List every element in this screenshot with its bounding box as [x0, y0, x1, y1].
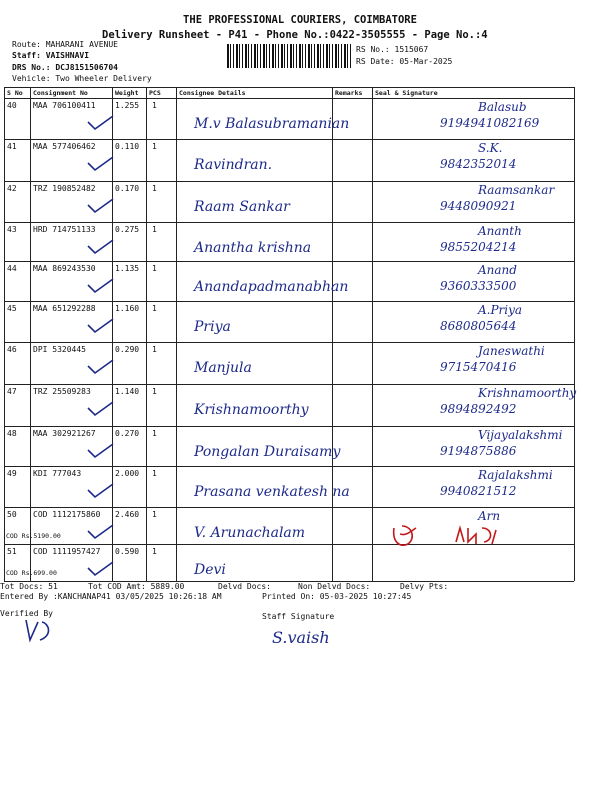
delivery-check-mark — [85, 400, 115, 418]
serial-number: 49 — [7, 469, 17, 478]
recipient-signature: Raamsankar — [478, 183, 555, 197]
weight-value: 0.275 — [115, 225, 140, 234]
delivery-check-mark — [85, 523, 115, 541]
weight-value: 1.160 — [115, 304, 140, 313]
column-header: Consignment No — [33, 89, 88, 97]
consignment-number: MAA 302921267 — [33, 429, 96, 438]
recipient-phone: 9194875886 — [440, 444, 517, 458]
consignee-name: Pongalan Duraisamy — [194, 444, 341, 460]
recipient-signature: Vijayalakshmi — [478, 428, 563, 442]
serial-number: 47 — [7, 387, 17, 396]
consignment-number: COD 1111957427 — [33, 547, 101, 556]
consignee-name: M.v Balasubramanian — [194, 116, 350, 132]
recipient-phone: 9194941082169 — [440, 116, 540, 130]
serial-number: 46 — [7, 345, 17, 354]
recipient-signature: Ananth — [478, 224, 522, 238]
consignment-number: TRZ 25509283 — [33, 387, 91, 396]
pcs-value: 1 — [152, 225, 157, 234]
pcs-value: 1 — [152, 142, 157, 151]
consignment-number: KDI 777043 — [33, 469, 82, 478]
consignee-name: V. Arunachalam — [194, 525, 306, 541]
delivery-check-mark — [85, 155, 115, 173]
delivery-check-mark — [85, 114, 115, 132]
cod-amount: COD Rs.699.00 — [6, 569, 57, 577]
weight-value: 1.135 — [115, 264, 140, 273]
consignee-name: Ravindran. — [194, 157, 273, 173]
route-label: Route: MAHARANI AVENUE — [12, 40, 118, 49]
weight-value: 0.270 — [115, 429, 140, 438]
recipient-phone: 9842352014 — [440, 157, 517, 171]
recipient-signature: Anand — [478, 263, 517, 277]
recipient-signature: Arn — [478, 509, 501, 523]
serial-number: 51 — [7, 547, 17, 556]
delivery-check-mark — [85, 277, 115, 295]
delivered-docs: Delvd Docs: — [218, 582, 271, 591]
recipient-phone: 9855204214 — [440, 240, 517, 254]
recipient-signature: A.Priya — [478, 303, 523, 317]
consignee-name: Krishnamoorthy — [194, 402, 309, 418]
serial-number: 40 — [7, 101, 17, 110]
serial-number: 41 — [7, 142, 17, 151]
weight-value: 0.110 — [115, 142, 140, 151]
delivery-points: Delvy Pts: — [400, 582, 449, 591]
recipient-phone: 9448090921 — [440, 199, 517, 213]
recipient-signature: S.K. — [478, 141, 503, 155]
vehicle-label: Vehicle: Two Wheeler Delivery — [12, 74, 152, 83]
pcs-value: 1 — [152, 429, 157, 438]
consignment-number: TRZ 190852482 — [33, 184, 96, 193]
weight-value: 2.000 — [115, 469, 140, 478]
recipient-phone: 9715470416 — [440, 360, 517, 374]
consignment-number: MAA 869243530 — [33, 264, 96, 273]
pcs-value: 1 — [152, 387, 157, 396]
serial-number: 50 — [7, 510, 17, 519]
delivery-check-mark — [85, 238, 115, 256]
cod-amount: COD Rs.5190.00 — [6, 532, 61, 540]
recipient-phone: 8680805644 — [440, 319, 517, 333]
weight-value: 1.140 — [115, 387, 140, 396]
consignee-name: Anandapadmanabhan — [194, 279, 349, 295]
verified-by-label: Verified By — [0, 609, 53, 618]
delivery-check-mark — [85, 197, 115, 215]
recipient-signature: Balasub — [478, 100, 527, 114]
consignment-number: MAA 577406462 — [33, 142, 96, 151]
pcs-value: 1 — [152, 101, 157, 110]
recipient-phone: 9940821512 — [440, 484, 517, 498]
recipient-signature: Rajalakshmi — [478, 468, 553, 482]
serial-number: 42 — [7, 184, 17, 193]
pcs-value: 1 — [152, 345, 157, 354]
drs-number: DRS No.: DCJ8151506704 — [12, 63, 118, 72]
runsheet-title: Delivery Runsheet - P41 - Phone No.:0422-3505555 - Page No.:4 — [102, 29, 488, 41]
serial-number: 43 — [7, 225, 17, 234]
staff-signature-label: Staff Signature — [262, 612, 335, 621]
serial-number: 45 — [7, 304, 17, 313]
weight-value: 0.590 — [115, 547, 140, 556]
cod-scribble-mark — [388, 518, 422, 552]
consignment-number: COD 1112175860 — [33, 510, 101, 519]
rs-date: RS Date: 05-Mar-2025 — [356, 57, 453, 66]
consignment-number: MAA 651292288 — [33, 304, 96, 313]
weight-value: 0.290 — [115, 345, 140, 354]
verified-signature-mark — [20, 612, 60, 644]
consignee-name: Devi — [194, 562, 226, 578]
tot-cod-amount: Tot COD Amt: 5889.00 — [88, 582, 185, 591]
pcs-value: 1 — [152, 304, 157, 313]
consignment-number: DPI 5320445 — [33, 345, 86, 354]
serial-number: 48 — [7, 429, 17, 438]
consignment-number: HRD 714751133 — [33, 225, 96, 234]
column-header: Consignee Details — [179, 89, 246, 97]
staff-signature: S.vaish — [272, 628, 330, 647]
column-header: Weight — [115, 89, 139, 97]
barcode — [227, 44, 353, 68]
delivery-check-mark — [85, 560, 115, 578]
cod-initials-mark — [452, 522, 504, 548]
delivery-check-mark — [85, 482, 115, 500]
consignee-name: Priya — [194, 319, 231, 335]
consignment-number: MAA 706100411 — [33, 101, 96, 110]
column-header: PCS — [149, 89, 161, 97]
staff-label: Staff: VAISHNAVI — [12, 51, 90, 60]
tot-docs: Tot Docs: 51 — [0, 582, 58, 591]
delivery-check-mark — [85, 317, 115, 335]
column-header: S No — [7, 89, 23, 97]
weight-value: 0.170 — [115, 184, 140, 193]
weight-value: 1.255 — [115, 101, 140, 110]
consignee-name: Manjula — [194, 360, 252, 376]
printed-on: Printed On: 05-03-2025 10:27:45 — [262, 592, 412, 601]
serial-number: 44 — [7, 264, 17, 273]
delivery-check-mark — [85, 442, 115, 460]
consignee-name: Anantha krishna — [194, 240, 312, 256]
pcs-value: 1 — [152, 184, 157, 193]
pcs-value: 1 — [152, 469, 157, 478]
rs-number: RS No.: 1515067 — [356, 45, 429, 54]
recipient-signature: Janeswathi — [478, 344, 545, 358]
column-header: Seal & Signature — [375, 89, 438, 97]
pcs-value: 1 — [152, 547, 157, 556]
pcs-value: 1 — [152, 510, 157, 519]
consignee-name: Prasana venkatesh na — [194, 484, 350, 500]
non-delivered-docs: Non Delvd Docs: — [298, 582, 371, 591]
company-title: THE PROFESSIONAL COURIERS, COIMBATORE — [183, 14, 417, 26]
delivery-check-mark — [85, 358, 115, 376]
weight-value: 2.460 — [115, 510, 140, 519]
pcs-value: 1 — [152, 264, 157, 273]
consignee-name: Raam Sankar — [194, 199, 290, 215]
entered-by: Entered By :KANCHANAP41 03/05/2025 10:26:18 AM — [0, 592, 222, 601]
recipient-phone: 9894892492 — [440, 402, 517, 416]
column-header: Remarks — [335, 89, 363, 97]
recipient-phone: 9360333500 — [440, 279, 517, 293]
recipient-signature: Krishnamoorthy — [478, 386, 577, 400]
